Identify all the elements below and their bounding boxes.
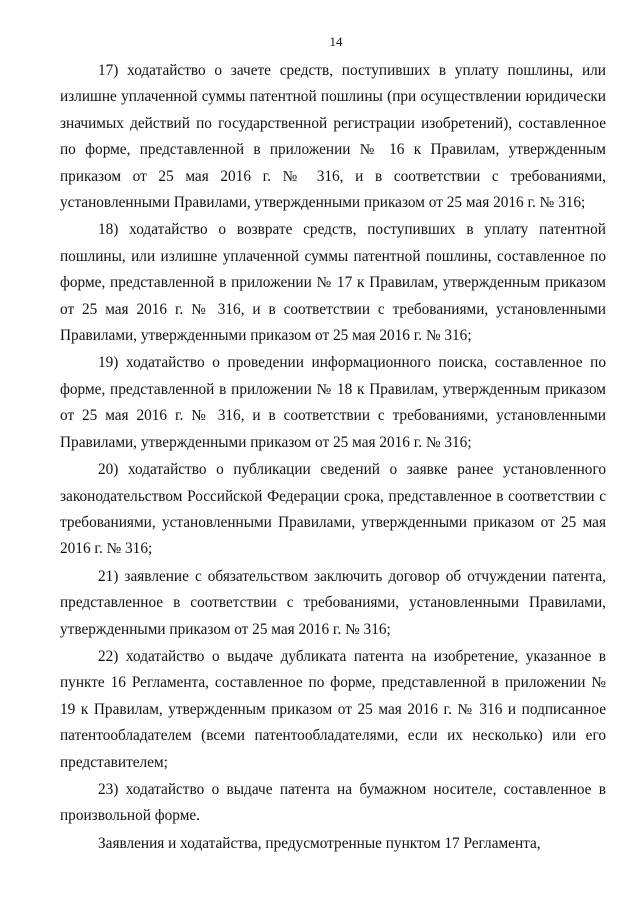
list-item-19: 19) ходатайство о проведении информационного поиска, составленное по форме, представленной в приложении № 18 к Правилам, утвержденным приказом от 25 мая 2016 г. № 316, и в соответствии с требованиями, установленными Правилами, утвержденными приказом от 25 мая 2016 г. № 316;	[60, 354, 606, 451]
list-item-17: 17) ходатайство о зачете средств, поступивших в уплату пошлины, или излишне уплаченной суммы патентной пошлины (при осуществлении юридически значимых действий по государственной регистрации изобретений), составленное по форме, представленной в приложении № 16 к Правилам, утвержденным приказом от 25 мая 2016 г. № 316, и в соответствии с требованиями, установленными Правилами, утвержденными приказом от 25 мая 2016 г. № 316;	[60, 62, 606, 212]
list-item-23: 23) ходатайство о выдаче патента на бумажном носителе, составленное в произвольной форме.	[60, 780, 606, 825]
list-item-21: 21) заявление с обязательством заключить договор об отчуждении патента, представленное в соответствии с требованиями, установленными Правилами, утвержденными приказом от 25 мая 2016 г. № 316;	[60, 567, 606, 638]
list-item-18: 18) ходатайство о возврате средств, поступивших в уплату патентной пошлины, или излишне уплаченной суммы патентной пошлины, составленное по форме, представленной в приложении № 17 к Правилам, утвержденным приказом от 25 мая 2016 г. № 316, и в соответствии с требованиями, установленными Правилами, утвержденными приказом от 25 мая 2016 г. № 316;	[60, 221, 606, 345]
closing-paragraph: Заявления и ходатайства, предусмотренные пунктом 17 Регламента,	[98, 834, 541, 852]
page-number: 14	[329, 34, 343, 49]
list-item-20: 20) ходатайство о публикации сведений о заявке ранее установленного законодательством Российской Федерации срока, представленное в соответствии с требованиями, установленными Правилами, утвержденными приказом от 25 мая 2016 г. № 316;	[60, 461, 606, 558]
list-item-22: 22) ходатайство о выдаче дубликата патента на изобретение, указанное в пункте 16 Регламента, составленное по форме, представленной в приложении № 19 к Правилам, утвержденным приказом от 25 мая 2016 г. № 316 и подписанное патентообладателем (всеми патентообладателями, если их несколько) или его представителем;	[60, 647, 606, 771]
